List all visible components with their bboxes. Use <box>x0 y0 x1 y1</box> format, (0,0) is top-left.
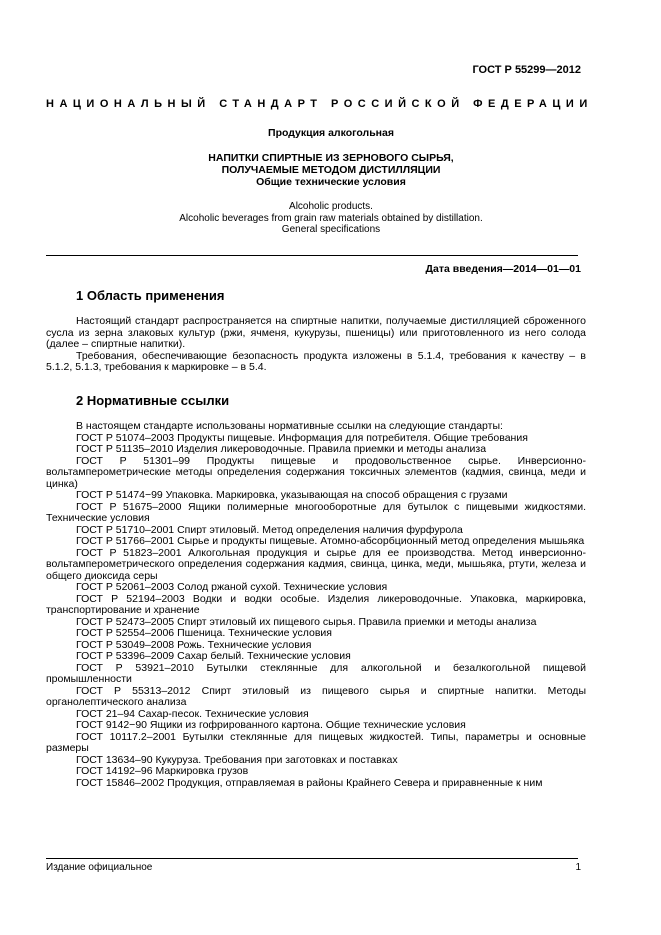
page-number: 1 <box>575 862 581 873</box>
reference-item: ГОСТ Р 51074–2003 Продукты пищевые. Информация для потребителя. Общие требования <box>76 431 528 444</box>
section-1-heading: 1 Область применения <box>76 288 225 303</box>
reference-item: ГОСТ Р 51766–2001 Сырье и продукты пищевые. Атомно-абсорбционный метод определения мышьяка <box>76 535 585 547</box>
reference-item: ГОСТ Р 52194–2003 Водки и водки особые. Изделия ликероводочные. Упаковка, маркировка, транспортирование и хранение <box>46 592 586 616</box>
reference-item: ГОСТ 21–94 Сахар-песок. Технические условия <box>76 707 309 720</box>
document-number: ГОСТ Р 55299—2012 <box>472 64 581 76</box>
title-divider <box>46 255 578 256</box>
reference-item: ГОСТ Р 55313–2012 Спирт этиловый из пищевого сырья и спиртные напитки. Методы органолептического анализа <box>46 684 586 708</box>
reference-item: ГОСТ Р 53049–2008 Рожь. Технические условия <box>76 638 312 651</box>
reference-item: ГОСТ Р 51301–99 Продукты пищевые и продовольственное сырье. Инверсионно-вольтамперометрические методы определения содержания токсичных элементов (кадмия, свинца, меди и цинка) <box>46 454 586 490</box>
title-line-3: Общие технические условия <box>256 176 406 188</box>
reference-item: ГОСТ 10117.2–2001 Бутылки стеклянные для пищевых жидкостей. Типы, параметры и основные размеры <box>46 730 586 754</box>
english-title-line-2: Alcoholic beverages from grain raw materials obtained by distillation. <box>179 212 483 224</box>
english-title-line-1: Alcoholic products. <box>289 201 373 212</box>
national-standard-heading: НАЦИОНАЛЬНЫЙ СТАНДАРТ РОССИЙСКОЙ ФЕДЕРАЦИИ <box>46 98 593 110</box>
edition-label: Издание официальное <box>46 862 153 873</box>
reference-item: ГОСТ Р 53921–2010 Бутылки стеклянные для алкогольной и безалкогольной пищевой промышленности <box>46 661 586 685</box>
english-title <box>46 201 616 236</box>
reference-item: ГОСТ Р 53396–2009 Сахар белый. Технические условия <box>76 650 351 662</box>
reference-item: ГОСТ 9142−90 Ящики из гофрированного картона. Общие технические условия <box>76 719 466 731</box>
reference-item: ГОСТ Р 51823–2001 Алкогольная продукция и сырье для ее производства. Метод инверсионно-вольтамперометрического определения содержания кадмия, свинца, цинка, меди, мышьяка, ртути, железа и общего диоксида серы <box>46 546 586 582</box>
footer-divider <box>46 858 578 859</box>
reference-item: ГОСТ 14192–96 Маркировка грузов <box>76 765 249 777</box>
reference-item: ГОСТ 15846–2002 Продукция, отправляемая в районы Крайнего Севера и приравненные к ним <box>76 776 543 789</box>
reference-item: ГОСТ Р 52554–2006 Пшеница. Технические условия <box>76 627 332 639</box>
reference-item: ГОСТ Р 51135–2010 Изделия ликероводочные. Правила приемки и методы анализа <box>76 443 487 455</box>
product-category: Продукция алкогольная <box>268 127 394 139</box>
document-title <box>46 152 616 188</box>
section-2-heading: 2 Нормативные ссылки <box>76 393 230 408</box>
reference-item: ГОСТ Р 52061–2003 Солод ржаной сухой. Технические условия <box>76 581 388 593</box>
introduction-date: Дата введения—2014—01—01 <box>425 263 581 275</box>
reference-item: ГОСТ Р 51675–2000 Ящики полимерные многооборотные для бутылок с пищевыми жидкостями. Технические условия <box>46 500 586 524</box>
reference-item: ГОСТ Р 51474−99 Упаковка. Маркировка, указывающая на способ обращения с грузами <box>76 489 508 501</box>
paragraph: Настоящий стандарт распространяется на спиртные напитки, получаемые дистилляцией сброженного сусла из зерна злаковых культур (ржи, ячменя, кукурузы, пшеницы) или приготовленного из него солода (далее – спиртные напитки). <box>46 315 586 350</box>
paragraph: В настоящем стандарте использованы нормативные ссылки на следующие стандарты: <box>76 420 503 432</box>
title-line-2: ПОЛУЧАЕМЫЕ МЕТОДОМ ДИСТИЛЛЯЦИИ <box>221 164 441 176</box>
title-line-1: НАПИТКИ СПИРТНЫЕ ИЗ ЗЕРНОВОГО СЫРЬЯ, <box>208 152 454 164</box>
reference-item: ГОСТ Р 52473–2005 Спирт этиловый их пищевого сырья. Правила приемки и методы анализа <box>76 615 537 628</box>
section-1-body <box>46 316 586 374</box>
reference-item: ГОСТ 13634–90 Кукуруза. Требования при заготовках и поставках <box>76 753 398 766</box>
section-2-body <box>46 421 586 789</box>
paragraph: Требования, обеспечивающие безопасность продукта изложены в 5.1.4, требования к качеству – в 5.1.2, 5.1.3, требования к маркировке – в 5.4. <box>46 349 586 373</box>
reference-item: ГОСТ Р 51710–2001 Спирт этиловый. Метод определения наличия фурфурола <box>76 523 463 536</box>
english-title-line-3: General specifications <box>281 224 381 235</box>
